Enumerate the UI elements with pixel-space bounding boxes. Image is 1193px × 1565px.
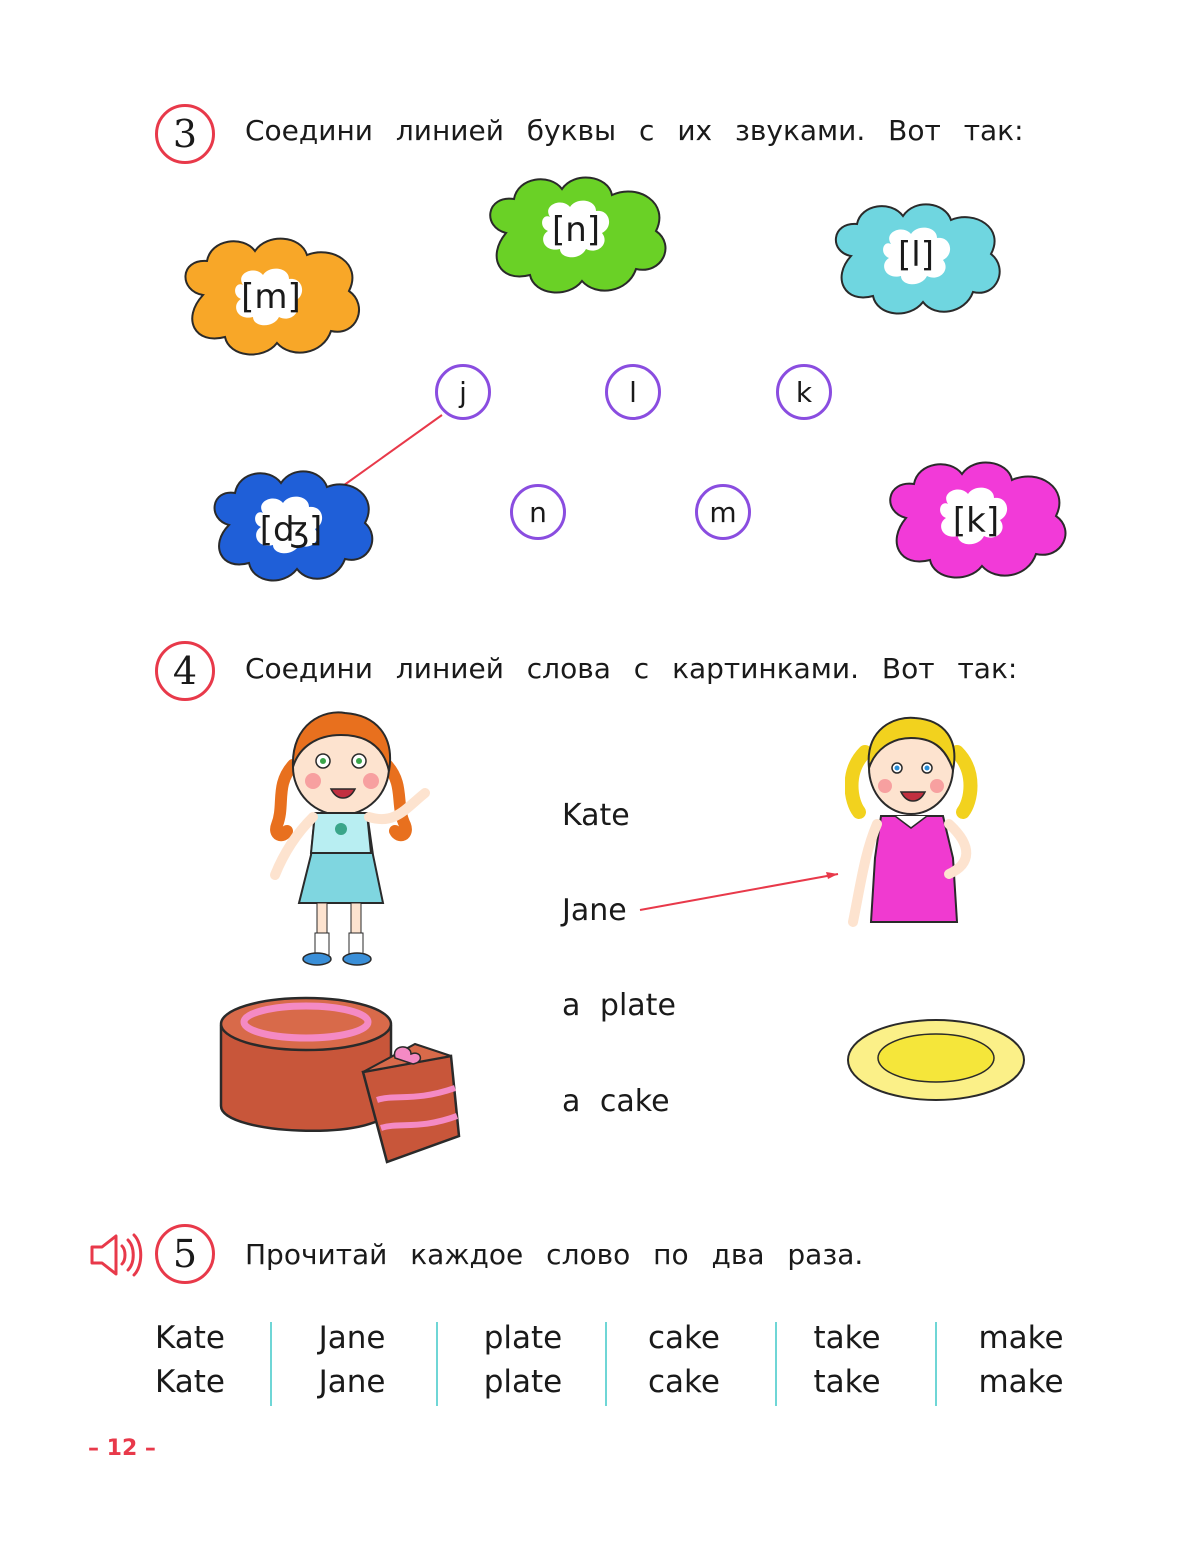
sound-cloud-dz[interactable] [203, 465, 379, 587]
table-word: Jane [318, 1364, 386, 1400]
exercise-3-number: 3 [155, 104, 215, 164]
sound-label: [n] [551, 210, 601, 250]
girl-redhead-picture[interactable] [255, 705, 435, 967]
column-divider [436, 1322, 438, 1406]
sound-label: [l] [898, 235, 934, 275]
word-a-cake[interactable]: a cake [562, 1084, 670, 1119]
exercise-3-instruction: Соедини линией буквы с их звуками. Вот так: [245, 114, 1024, 147]
table-word: take [813, 1320, 881, 1356]
girl-blonde-picture[interactable] [845, 712, 985, 942]
letter-circle-n[interactable]: n [510, 484, 566, 540]
speaker-audio-icon[interactable] [88, 1232, 144, 1278]
exercise-5-instruction: Прочитай каждое слово по два раза. [245, 1238, 864, 1271]
sound-cloud-l[interactable] [825, 198, 1007, 320]
table-word: cake [648, 1364, 720, 1400]
word-jane[interactable]: Jane [562, 893, 627, 928]
word-kate[interactable]: Kate [562, 798, 630, 833]
sound-cloud-m[interactable] [173, 233, 369, 361]
letter-circle-k[interactable]: k [776, 364, 832, 420]
letter-circle-l[interactable]: l [605, 364, 661, 420]
column-divider [935, 1322, 937, 1406]
table-word: Kate [154, 1364, 225, 1400]
exercise-5-number: 5 [155, 1224, 215, 1284]
letter-circle-m[interactable]: m [695, 484, 751, 540]
plate-picture[interactable] [846, 1018, 1026, 1108]
word-a-plate[interactable]: a plate [562, 988, 676, 1023]
page-number: – 12 – [88, 1436, 156, 1461]
table-word: Kate [154, 1320, 225, 1356]
example-line-word-to-picture [640, 874, 838, 910]
sound-cloud-k[interactable] [878, 458, 1074, 580]
example-line-arrowhead [826, 872, 838, 879]
letter-circle-j[interactable]: j [435, 364, 491, 420]
cake-picture[interactable] [215, 996, 465, 1168]
table-word: plate [483, 1364, 563, 1400]
sound-label: [ʤ] [259, 510, 323, 550]
exercise-4-instruction: Соедини линией слова с картинками. Вот так: [245, 652, 1018, 685]
sound-label: [m] [241, 277, 301, 317]
table-word: cake [648, 1320, 720, 1356]
table-word: Jane [318, 1320, 386, 1356]
exercise-4-number: 4 [155, 641, 215, 701]
table-word: make [978, 1364, 1064, 1400]
sound-cloud-n[interactable] [478, 173, 674, 297]
table-word: make [978, 1320, 1064, 1356]
table-word: take [813, 1364, 881, 1400]
table-word: plate [483, 1320, 563, 1356]
sound-label: [k] [952, 501, 1000, 541]
